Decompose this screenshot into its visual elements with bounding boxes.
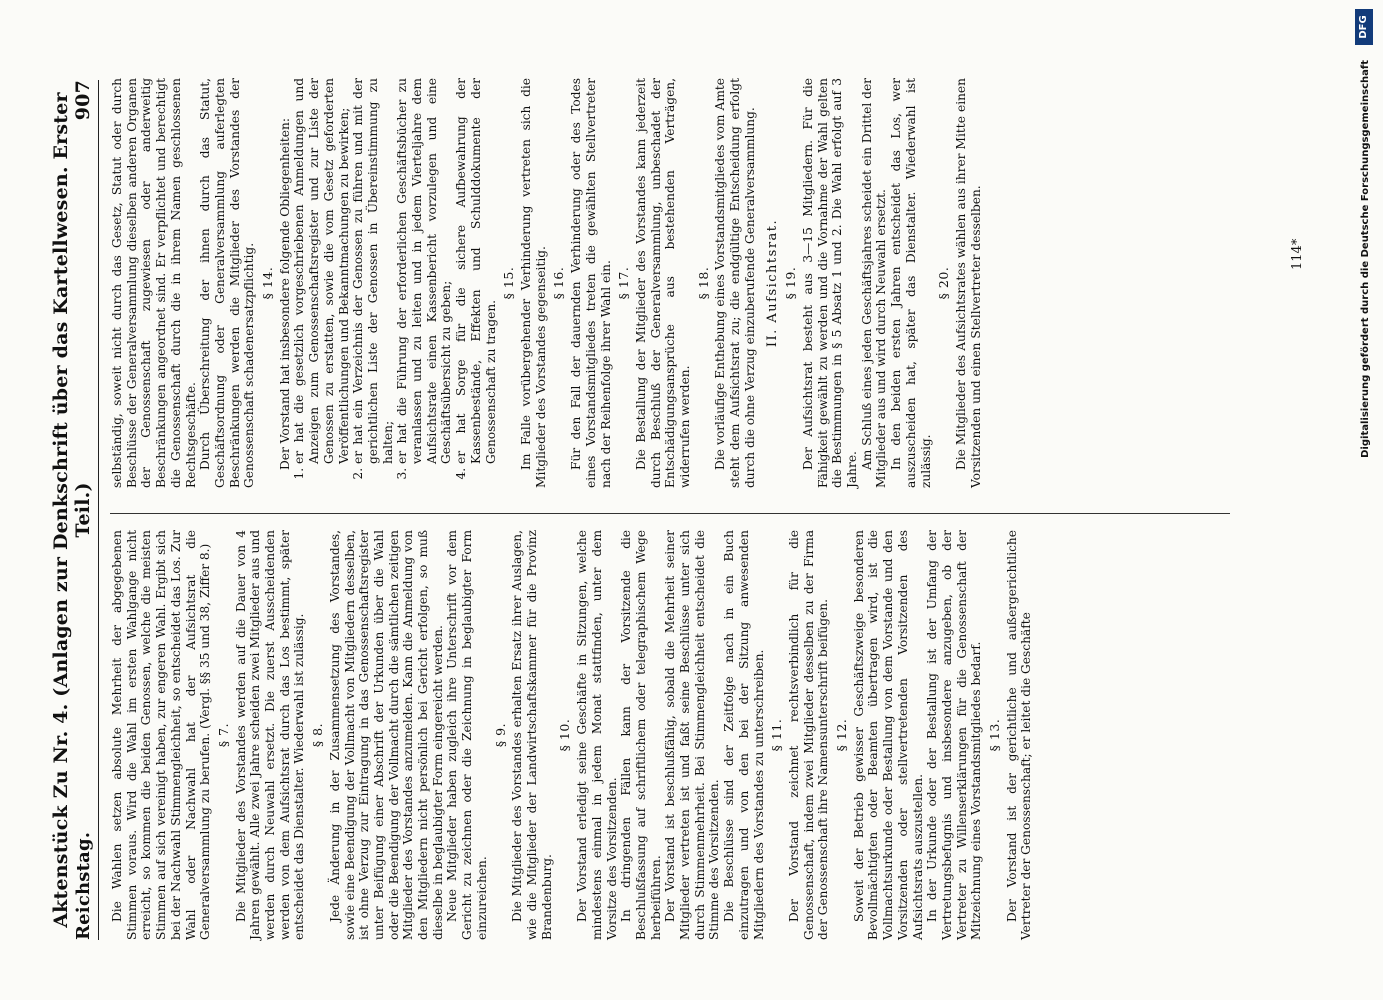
paragraph: In dringenden Fällen kann der Vorsitzende die Beschlußfassung auf schriftlichem oder telegraphischem Wege herbeiführen. xyxy=(619,530,663,940)
list-item: 2. er hat ein Verzeichnis der Genossen zu führen und mit der gerichtlichen Liste der Genossen in Übereinstimmung zu halten; xyxy=(351,78,395,464)
part-heading: II. Aufsichtsrat. xyxy=(764,218,780,348)
header-left: Reichstag. xyxy=(73,831,94,940)
page-number: 907 xyxy=(72,80,94,121)
list-item: 1. er hat die gesetzlich vorgeschriebenen Anmeldungen und Anzeigen zum Genossenschaftsregister und zur Liste der Genossen zu erstatten, sowie die vom Gesetz geforderten Veröffentlichungen und Bekanntmachungen zu bewirken; xyxy=(292,78,351,464)
header-title: Aktenstück Zu Nr. 4. (Anlagen zur Denkschrift über das Kartellwesen. Erster Teil.) xyxy=(50,92,94,928)
paragraph: Der Vorstand erledigt seine Geschäfte in Sitzungen, welche mindestens einmal in jedem Monat stattfinden, unter dem Vorsitze des Vorsitzenden. xyxy=(575,530,619,940)
paragraph: Durch Überschreitung der ihnen durch das Statut, Geschäftsordnung oder Generalversammlung auferlegten Beschränkungen werden die Mitglieder des Vorstandes der Genossenschaft schadenersatzpflichtig. xyxy=(198,78,257,488)
paragraph: Die Mitglieder des Vorstandes werden auf die Dauer von 4 Jahren gewählt. Alle zwei Jahre scheiden zwei Mitglieder aus und werden durch Neuwahl ersetzt. Die zuerst Ausscheidenden werden von dem Aufsichtsrat durch das Los bestimmt, später entscheidet das Dienstalter. Wiederwahl ist zulässig. xyxy=(233,530,307,940)
paragraph: Der Vorstand ist der gerichtliche und außergerichtliche Vertreter der Genossenschaft; er leitet die Geschäfte xyxy=(1004,530,1034,940)
paragraph: Der Vorstand hat insbesondere folgende Obliegenheiten: xyxy=(277,118,292,470)
section-heading: § 8. xyxy=(310,722,326,748)
section-heading: § 7. xyxy=(215,722,231,748)
list-item: 3. er hat die Führung der erforderlichen Geschäftsbücher zu veranlassen und zu leiten und in jedem Vierteljahre dem Aufsichtsrate einen Kassenbericht vorzulegen und eine Geschäftsübersicht zu geben; xyxy=(395,78,454,464)
paragraph: Jede Änderung in der Zusammensetzung des Vorstandes, sowie eine Beendigung der Vollmacht von Mitgliedern desselben, ist ohne Verzug zur Eintragung in das Genossenschaftsregister unter Beifügung einer Abschrift der Urkunden über die Wahl oder die Beendigung der Vollmacht durch die sämtlichen zeitigen Mitglieder des Vorstandes anzumelden. Kann die Anmeldung von den Mitgliedern nicht persönlich bei Gericht erfolgen, so muß dieselbe in beglaubigter Form eingereicht werden. xyxy=(327,530,445,940)
right-column xyxy=(110,78,983,488)
digitization-credit: Digitalisierung gefördert durch die Deutsche Forschungsgemeinschaft xyxy=(1360,60,1371,458)
paragraph: Die Mitglieder des Vorstandes erhalten Ersatz ihrer Auslagen, wie die Mitglieder der Landwirtschaftskammer für die Provinz Brandenburg. xyxy=(510,530,554,940)
left-column xyxy=(110,530,1034,940)
paragraph: In der Urkunde oder der Bestallung ist der Umfang der Vertretungsbefugnis und insbesondere anzugeben, ob der Vertreter zu Willenserklärungen für die Genossenschaft der Mitzeichnung eines Vorstandsmitgliedes bedarf. xyxy=(925,530,984,940)
section-heading: § 20. xyxy=(936,266,952,300)
paragraph: selbständig, soweit nicht durch das Gesetz, Statut oder durch Beschlüsse der Generalversammlung dieselben anderen Organen der Genossenschaft zugewiesen oder anderweitig Beschränkungen angeordnet sind. Er verpflichtet und berechtigt die Genossenschaft durch die in ihrem Namen geschlossenen Rechtsgeschäfte. xyxy=(110,78,198,488)
section-heading: § 19. xyxy=(783,266,799,300)
list-item: 4. er hat Sorge für die sichere Aufbewahrung der Kassenbestände, Effekten und Schulddokumente der Genossenschaft zu tragen. xyxy=(454,78,498,464)
signature-mark: 114* xyxy=(1290,238,1305,270)
column-divider xyxy=(110,513,1230,514)
section-heading: § 18. xyxy=(695,266,711,300)
paragraph: Die Beschlüsse sind der Zeitfolge nach in ein Buch einzutragen und von den bei der Sitzung anwesenden Mitgliedern des Vorstandes zu unterschreiben. xyxy=(722,530,766,940)
paragraph: Am Schluß eines jeden Geschäftsjahres scheidet ein Drittel der Mitglieder aus und wird durch Neuwahl ersetzt. xyxy=(859,78,889,488)
section-heading: § 14. xyxy=(260,266,276,300)
section-heading: § 11. xyxy=(769,718,785,752)
section-heading: § 13. xyxy=(987,718,1003,752)
section-heading: § 10. xyxy=(557,718,573,752)
dfg-logo: DFG xyxy=(1355,9,1373,45)
paragraph: Für den Fall der dauernden Verhinderung oder des Todes eines Vorstandsmitgliedes treten die gewählten Stellvertreter nach der Reihenfolge ihrer Wahl ein. xyxy=(569,78,613,488)
duties-list xyxy=(292,78,498,488)
paragraph: Der Vorstand ist beschlußfähig, sobald die Mehrheit seiner Mitglieder vertreten ist und faßt seine Beschlüsse unter sich durch Stimmenmehrheit. Bei Stimmengleichheit entscheidet die Stimme des Vorsitzenden. xyxy=(663,530,722,940)
paragraph: Soweit der Betrieb gewisser Geschäftszweige besonderen Bevollmächtigten oder Beamten übertragen wird, ist die Vollmachtsurkunde oder Bestallung von dem Vorstande und den Vorsitzenden oder stellvertretenden Vorsitzenden des Aufsichtsrats auszustellen. xyxy=(851,530,925,940)
paragraph: Die vorläufige Enthebung eines Vorstandsmitgliedes vom Amte steht dem Aufsichtsrat zu; die endgültige Entscheidung erfolgt durch die ohne Verzug einzuberufende Generalversammlung. xyxy=(713,78,757,488)
paragraph: Im Falle vorübergehender Verhinderung vertreten sich die Mitglieder des Vorstandes gegenseitig. xyxy=(518,78,548,488)
paragraph: Die Wahlen setzen absolute Mehrheit der abgegebenen Stimmen voraus. Wird die Wahl im ersten Wahlgange nicht erreicht, so kommen die beiden Genossen, welche die meisten Stimmen auf sich vereinigt haben, zur engeren Wahl. Ergibt sich bei der Nachwahl Stimmengleichheit, so entscheidet das Los. Zur Wahl oder Nachwahl hat der Aufsichtsrat die Generalversammlung zu berufen. (Vergl. §§ 35 und 38, Ziffer 8.) xyxy=(110,530,213,940)
paragraph: Die Mitglieder des Aufsichtsrates wählen aus ihrer Mitte einen Vorsitzenden und einen Stellvertreter desselben. xyxy=(953,78,983,488)
paragraph: Der Vorstand zeichnet rechtsverbindlich für die Genossenschaft, indem zwei Mitglieder desselben zu der Firma der Genossenschaft ihre Namensunterschrift beifügen. xyxy=(786,530,831,940)
section-heading: § 12. xyxy=(834,718,850,752)
section-heading: § 15. xyxy=(501,266,517,300)
paragraph: In den beiden ersten Jahren entscheidet das Los, wer auszuscheiden hat, später das Dienstalter. Wiederwahl ist zulässig. xyxy=(889,78,933,488)
paragraph: Neue Mitglieder haben zugleich ihre Unterschrift vor dem Gericht zu zeichnen oder die Zeichnung in beglaubigter Form einzureichen. xyxy=(445,530,489,940)
paragraph: Die Bestallung der Mitglieder des Vorstandes kann jederzeit durch Beschluß der Generalversammlung, unbeschadet der Entschädigungsansprüche aus bestehenden Verträgen, widerrufen werden. xyxy=(633,78,693,488)
paragraph: Der Aufsichtsrat besteht aus 3—15 Mitgliedern. Für die Fähigkeit gewählt zu werden und die Vornahme der Wahl gelten die Bestimmungen in § 5 Absatz 1 und 2. Die Wahl erfolgt auf 3 Jahre. xyxy=(800,78,860,488)
section-heading: § 16. xyxy=(551,266,567,300)
section-heading: § 17. xyxy=(616,266,632,300)
section-heading: § 9. xyxy=(492,722,508,748)
page-header xyxy=(50,80,99,940)
